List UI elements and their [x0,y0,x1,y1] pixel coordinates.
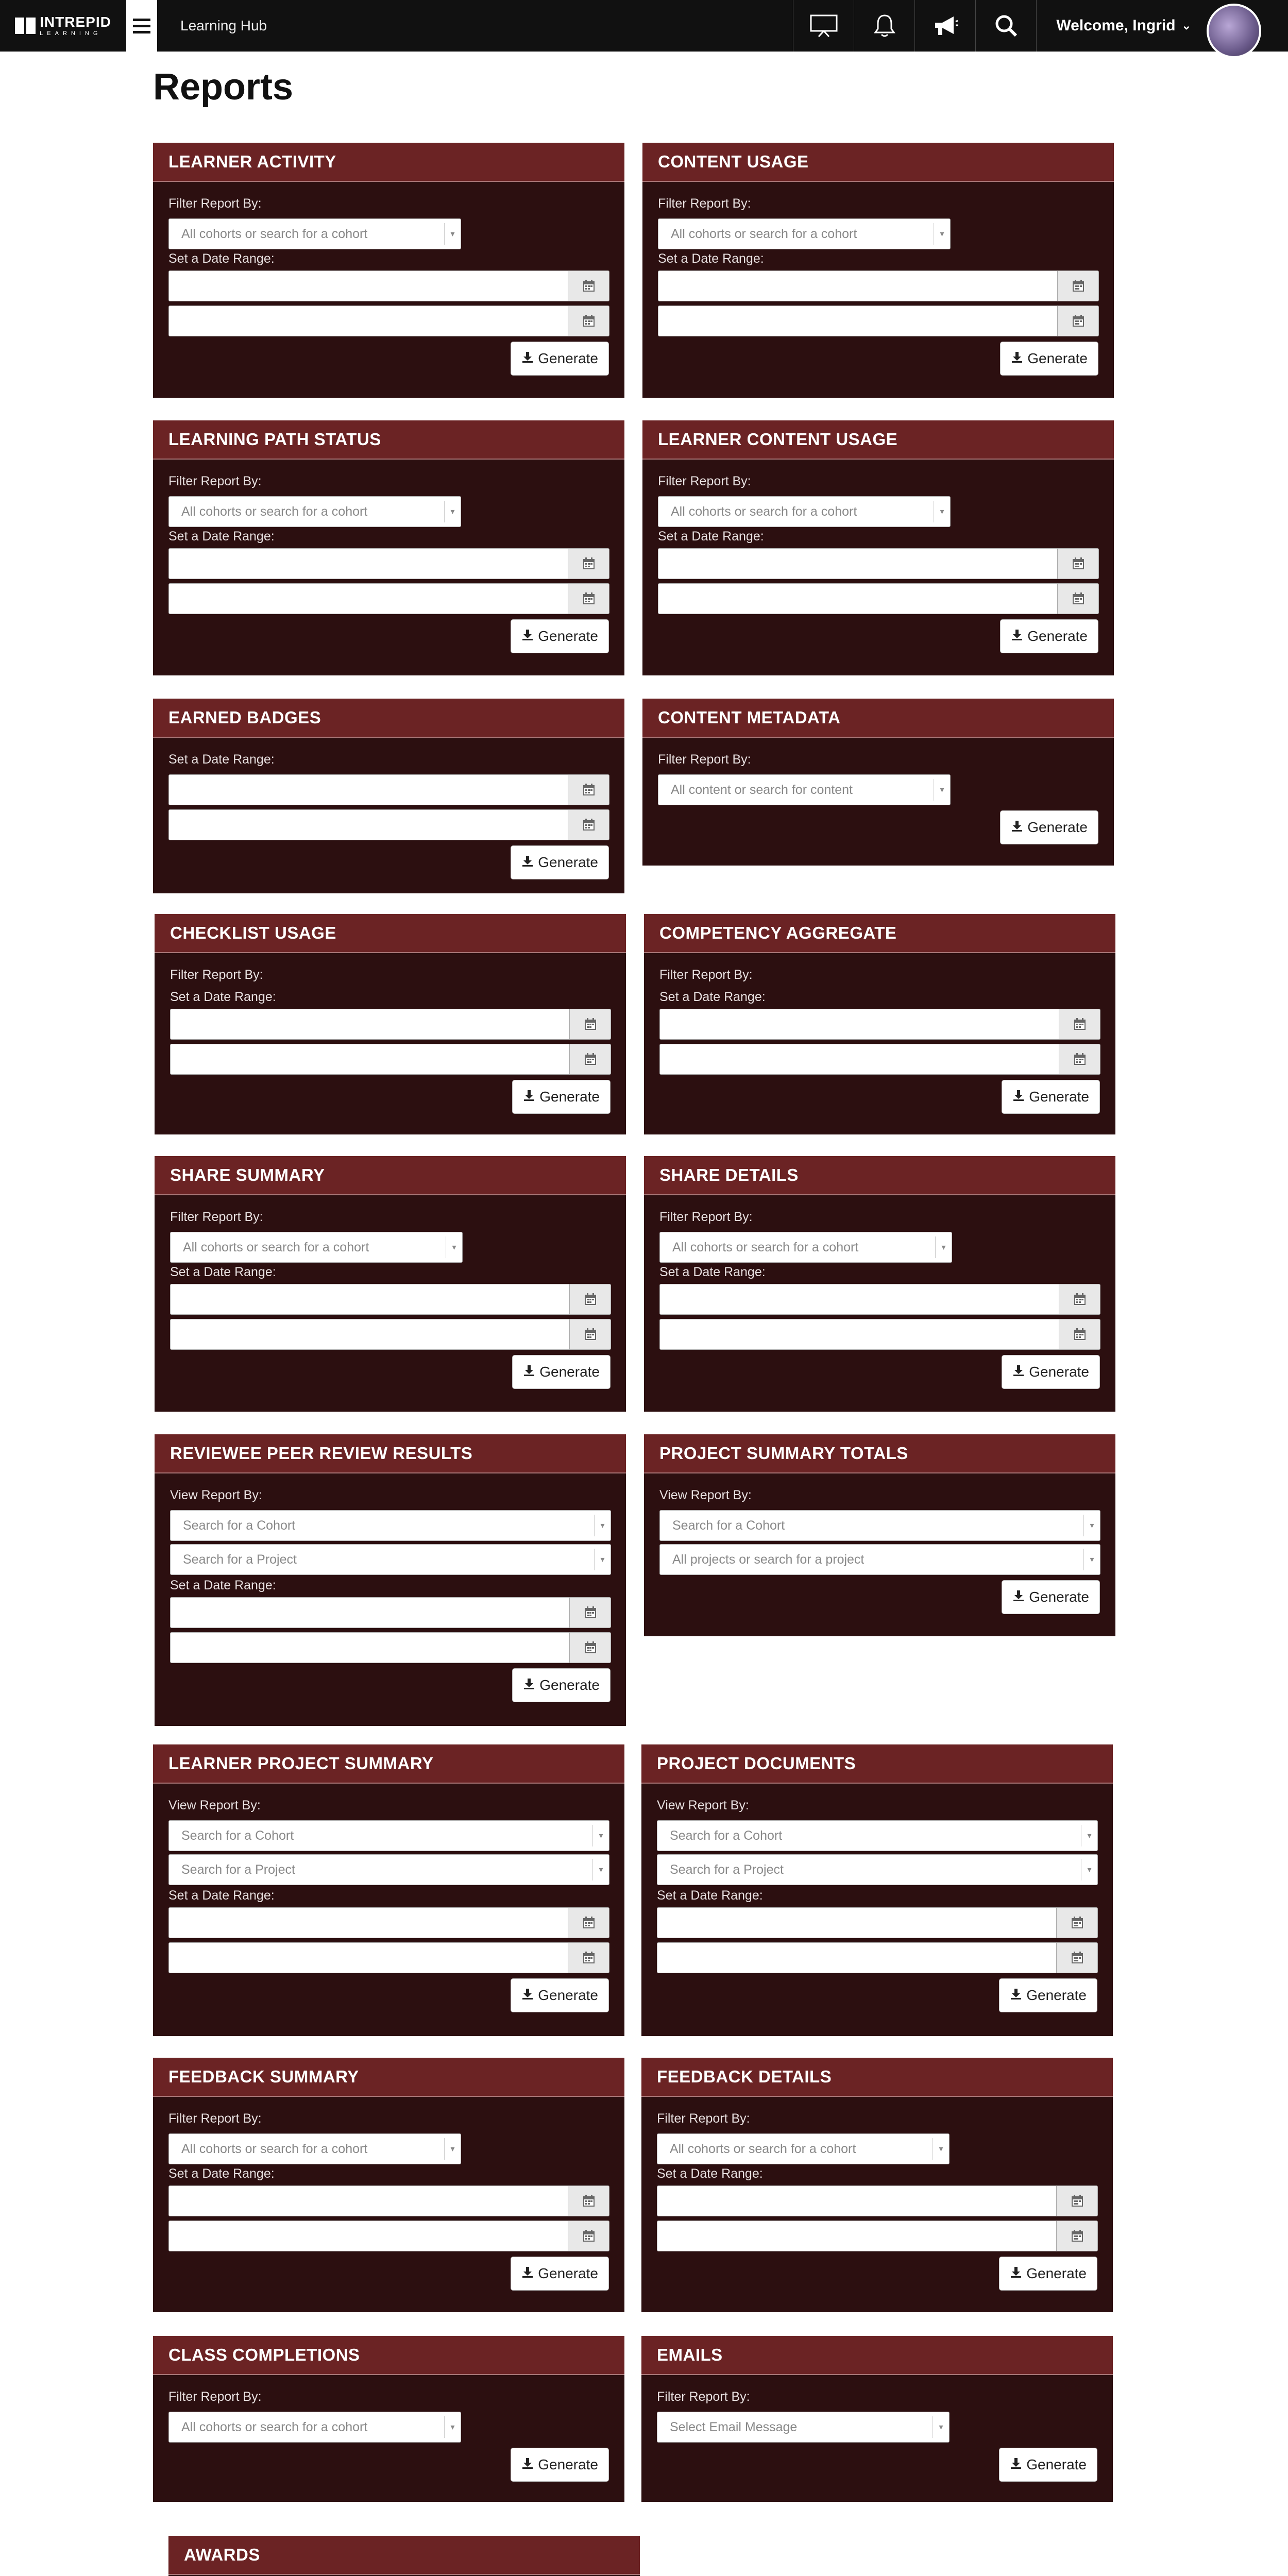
caret-down-icon: ▾ [1083,1549,1100,1570]
end-date-input[interactable] [168,583,568,614]
report-card-learner-activity [153,143,624,398]
end-date-picker [170,1044,611,1075]
filter-label: Filter Report By: [659,968,753,982]
view-label: View Report By: [170,1488,262,1502]
download-icon [521,2456,534,2473]
generate-label: Generate [538,1987,598,2003]
report-card-competency-aggregate [644,914,1115,1134]
report-card-body [153,1784,624,2030]
report-card-body [642,738,1114,862]
report-card-body [153,460,624,671]
generate-button[interactable] [999,2448,1097,2482]
caret-down-icon: ▾ [594,1515,611,1536]
calendar-icon[interactable] [568,809,609,840]
cohort-select[interactable] [659,1232,952,1263]
date-range-label: Set a Date Range: [659,990,766,1004]
date-range-label: Set a Date Range: [168,752,275,767]
end-date-input[interactable] [168,809,568,840]
search-cohort-select[interactable] [168,1820,609,1851]
end-date-input[interactable] [170,1632,570,1663]
end-date-input[interactable] [658,306,1058,336]
filter-label: Filter Report By: [658,196,751,211]
calendar-icon[interactable] [568,548,609,579]
search-cohort-select[interactable] [659,1510,1100,1541]
cohort-select[interactable] [168,496,461,527]
select-placeholder: Search for a Cohort [181,1828,294,1843]
select-placeholder: All projects or search for a project [672,1552,865,1567]
top-navigation-bar [0,0,1288,52]
calendar-icon[interactable] [1058,583,1099,614]
report-card-content-usage [642,143,1114,398]
calendar-icon[interactable] [1057,1942,1098,1973]
download-icon [521,2265,534,2282]
report-card-class-completions [153,2336,624,2502]
select-placeholder: Search for a Project [670,1862,784,1877]
report-card-title: EARNED BADGES [153,699,624,738]
report-card-learning-path-status [153,420,624,675]
start-date-picker [658,270,1099,301]
start-date-picker [168,2185,609,2216]
end-date-input[interactable] [168,306,568,336]
select-placeholder: All cohorts or search for a cohort [181,2141,368,2156]
end-date-picker [168,583,609,614]
welcome-text: Welcome, Ingrid [1056,17,1176,34]
user-menu[interactable] [1036,0,1207,52]
generate-label: Generate [1026,1987,1087,2003]
report-card-title: AWARDS [168,2536,640,2575]
download-icon [1011,628,1023,645]
report-card-share-details [644,1156,1115,1412]
filter-label: Filter Report By: [168,196,262,211]
caret-down-icon: ▾ [592,1859,609,1880]
report-card-title: CONTENT USAGE [642,143,1114,182]
generate-label: Generate [1027,350,1088,366]
select-placeholder: Search for a Cohort [670,1828,783,1843]
report-card-share-summary [155,1156,626,1412]
end-date-input[interactable] [659,1044,1059,1075]
calendar-icon[interactable] [570,1009,611,1040]
report-card-title: LEARNER ACTIVITY [153,143,624,182]
start-date-picker [168,270,609,301]
download-icon [521,350,534,367]
generate-button[interactable] [1002,1355,1100,1389]
generate-button[interactable] [511,2448,609,2482]
start-date-picker [657,2185,1098,2216]
select-placeholder: Select Email Message [670,2419,798,2434]
download-icon [1012,1089,1025,1105]
start-date-picker [168,1907,609,1938]
calendar-icon[interactable] [568,1907,609,1938]
report-card-body [641,1784,1113,2030]
start-date-picker [170,1284,611,1315]
page-title: Reports [153,66,294,108]
end-date-picker [659,1319,1100,1350]
report-card-title: EMAILS [641,2336,1113,2375]
end-date-input[interactable] [170,1044,570,1075]
report-card-checklist-usage [155,914,626,1134]
end-date-input[interactable] [657,1942,1057,1973]
end-date-input[interactable] [168,1942,568,1973]
calendar-icon[interactable] [1059,1009,1100,1040]
select-placeholder: All cohorts or search for a cohort [181,226,368,241]
start-date-input[interactable] [659,1284,1059,1315]
generate-button[interactable] [511,342,609,376]
download-icon [523,1677,535,1693]
avatar[interactable] [1207,4,1261,58]
calendar-icon[interactable] [1058,548,1099,579]
start-date-picker [659,1009,1100,1040]
download-icon [1012,1364,1025,1380]
generate-label: Generate [539,1089,600,1105]
caret-down-icon: ▾ [594,1549,611,1570]
end-date-picker [170,1632,611,1663]
search-project-select[interactable] [168,1854,609,1885]
end-date-picker [168,306,609,336]
caret-down-icon: ▾ [444,2138,461,2160]
report-card-body [642,460,1114,671]
report-card-body [155,953,626,1131]
report-card-content-metadata [642,699,1114,866]
report-card-feedback-summary [153,2058,624,2312]
hamburger-menu-icon[interactable] [126,0,157,52]
end-date-input[interactable] [659,1319,1059,1350]
start-date-input[interactable] [659,1009,1059,1040]
report-card-project-documents [641,1744,1113,2036]
start-date-input[interactable] [168,2185,568,2216]
calendar-icon[interactable] [1057,1907,1098,1938]
end-date-picker [657,1942,1098,1973]
cohort-select[interactable] [658,218,951,249]
email-select[interactable] [657,2412,950,2443]
start-date-picker [170,1597,611,1628]
report-card-title: PROJECT DOCUMENTS [641,1744,1113,1784]
report-card-awards [168,2536,640,2576]
end-date-picker [658,583,1099,614]
calendar-icon[interactable] [1059,1284,1100,1315]
report-card-body [153,2097,624,2308]
filter-label: Filter Report By: [168,2111,262,2126]
view-label: View Report By: [659,1488,752,1502]
end-date-picker [657,2221,1098,2251]
end-date-input[interactable] [657,2221,1057,2251]
caret-down-icon: ▾ [933,2416,949,2438]
date-range-label: Set a Date Range: [168,1888,275,1903]
date-range-label: Set a Date Range: [170,1265,276,1279]
caret-down-icon: ▾ [1081,1825,1097,1846]
date-range-label: Set a Date Range: [168,251,275,266]
search-icon[interactable] [975,0,1036,52]
start-date-picker [659,1284,1100,1315]
end-date-input[interactable] [168,2221,568,2251]
generate-button[interactable] [999,2257,1097,2291]
report-card-body [644,953,1115,1131]
generate-button[interactable] [1002,1580,1100,1614]
report-card-body [641,2375,1113,2499]
view-label: View Report By: [168,1798,261,1812]
generate-label: Generate [538,854,598,870]
download-icon [521,628,534,645]
report-card-title: CHECKLIST USAGE [155,914,626,953]
select-placeholder: All cohorts or search for a cohort [670,2141,856,2156]
calendar-icon[interactable] [570,1284,611,1315]
chevron-down-icon: ⌄ [1181,19,1191,32]
download-icon [523,1364,535,1380]
calendar-icon[interactable] [568,1942,609,1973]
caret-down-icon: ▾ [933,2138,949,2160]
caret-down-icon: ▾ [934,779,950,801]
report-card-body [153,2375,624,2499]
start-date-input[interactable] [170,1284,570,1315]
report-card-body [153,182,624,393]
generate-button[interactable] [1000,619,1098,653]
search-cohort-select[interactable] [170,1510,611,1541]
calendar-icon[interactable] [568,2185,609,2216]
view-label: View Report By: [657,1798,749,1812]
search-cohort-select[interactable] [657,1820,1098,1851]
report-card-body [153,738,624,897]
end-date-picker [168,809,609,840]
generate-button[interactable] [512,1080,611,1114]
select-placeholder: Search for a Project [183,1552,297,1567]
end-date-picker [168,1942,609,1973]
date-range-label: Set a Date Range: [170,1578,276,1592]
generate-label: Generate [538,350,598,366]
start-date-input[interactable] [168,774,568,805]
report-card-emails [641,2336,1113,2502]
cohort-select[interactable] [168,2133,461,2164]
calendar-icon[interactable] [1057,2185,1098,2216]
generate-label: Generate [1027,819,1088,835]
cohort-select[interactable] [658,496,951,527]
generate-label: Generate [1026,2265,1087,2281]
generate-button[interactable] [511,2257,609,2291]
download-icon [1010,2265,1022,2282]
calendar-icon[interactable] [570,1319,611,1350]
generate-label: Generate [538,2265,598,2281]
filter-label: Filter Report By: [659,1210,753,1224]
calendar-icon[interactable] [568,583,609,614]
select-placeholder: All content or search for content [671,782,853,797]
generate-button[interactable] [1002,1080,1100,1114]
generate-button[interactable] [512,1668,611,1702]
filter-label: Filter Report By: [168,2389,262,2404]
start-date-picker [168,548,609,579]
generate-button[interactable] [512,1355,611,1389]
logo-title: INTREPID [40,14,111,30]
generate-label: Generate [539,1364,600,1380]
filter-label: Filter Report By: [170,1210,263,1224]
calendar-icon[interactable] [1058,270,1099,301]
download-icon [1011,350,1023,367]
calendar-icon[interactable] [568,270,609,301]
date-range-label: Set a Date Range: [659,1265,766,1279]
report-card-title: SHARE SUMMARY [155,1156,626,1195]
filter-label: Filter Report By: [658,752,751,767]
caret-down-icon: ▾ [444,501,461,522]
report-card-learner-content-usage [642,420,1114,675]
generate-label: Generate [1029,1089,1089,1105]
generate-button[interactable] [511,1978,609,2012]
report-card-title: REVIEWEE PEER REVIEW RESULTS [155,1434,626,1473]
start-date-picker [168,774,609,805]
generate-label: Generate [539,1677,600,1693]
calendar-icon[interactable] [1059,1044,1100,1075]
end-date-picker [168,2221,609,2251]
start-date-input[interactable] [170,1009,570,1040]
caret-down-icon: ▾ [934,223,950,245]
cohort-select[interactable] [657,2133,950,2164]
download-icon [1010,2456,1022,2473]
report-card-title: SHARE DETAILS [644,1156,1115,1195]
caret-down-icon: ▾ [934,501,950,522]
select-placeholder: All cohorts or search for a cohort [671,504,857,519]
start-date-input[interactable] [168,270,568,301]
start-date-input[interactable] [168,548,568,579]
calendar-icon[interactable] [1057,2221,1098,2251]
report-card-title: CLASS COMPLETIONS [153,2336,624,2375]
bell-icon[interactable] [854,0,914,52]
filter-label: Filter Report By: [657,2389,750,2404]
report-card-title: CONTENT METADATA [642,699,1114,738]
report-card-title: PROJECT SUMMARY TOTALS [644,1434,1115,1473]
search-project-select[interactable] [657,1854,1098,1885]
select-placeholder: Search for a Cohort [183,1518,296,1533]
caret-down-icon: ▾ [1081,1859,1097,1880]
calendar-icon[interactable] [568,2221,609,2251]
generate-label: Generate [1029,1364,1089,1380]
filter-label: Filter Report By: [658,474,751,488]
date-range-label: Set a Date Range: [657,2166,763,2181]
caret-down-icon: ▾ [444,2416,461,2438]
megaphone-icon[interactable] [914,0,975,52]
date-range-label: Set a Date Range: [658,529,764,544]
filter-label: Filter Report By: [168,474,262,488]
report-card-title: LEARNER CONTENT USAGE [642,420,1114,460]
report-card-title: COMPETENCY AGGREGATE [644,914,1115,953]
report-card-body [155,1195,626,1406]
select-placeholder: Search for a Project [181,1862,295,1877]
start-date-input[interactable] [170,1597,570,1628]
report-card-title: LEARNING PATH STATUS [153,420,624,460]
select-placeholder: All cohorts or search for a cohort [181,2419,368,2434]
filter-label: Filter Report By: [657,2111,750,2126]
report-card-reviewee-peer-review [155,1434,626,1726]
report-card-learner-project-summary [153,1744,624,2036]
generate-label: Generate [538,2456,598,2472]
select-placeholder: All cohorts or search for a cohort [181,504,368,519]
report-card-feedback-details [641,2058,1113,2312]
report-card-title: FEEDBACK SUMMARY [153,2058,624,2097]
cohort-select[interactable] [168,2412,461,2443]
start-date-picker [170,1009,611,1040]
calendar-icon[interactable] [568,306,609,336]
select-placeholder: All cohorts or search for a cohort [672,1240,859,1255]
generate-label: Generate [1026,2456,1087,2472]
caret-down-icon: ▾ [935,1236,952,1258]
date-range-label: Set a Date Range: [658,251,764,266]
cohort-select[interactable] [170,1232,463,1263]
generate-button[interactable] [1000,342,1098,376]
generate-button[interactable] [999,1978,1097,2012]
report-card-title: LEARNER PROJECT SUMMARY [153,1744,624,1784]
date-range-label: Set a Date Range: [170,990,276,1004]
download-icon [1012,1589,1025,1605]
report-card-title: FEEDBACK DETAILS [641,2058,1113,2097]
cohort-select[interactable] [168,218,461,249]
generate-label: Generate [1029,1589,1089,1605]
calendar-icon[interactable] [1058,306,1099,336]
generate-button[interactable] [1000,810,1098,844]
calendar-icon[interactable] [570,1044,611,1075]
date-range-label: Set a Date Range: [168,529,275,544]
calendar-icon[interactable] [570,1632,611,1663]
date-range-label: Set a Date Range: [168,2166,275,2181]
generate-label: Generate [1027,628,1088,644]
end-date-picker [658,306,1099,336]
select-placeholder: Search for a Cohort [672,1518,785,1533]
select-placeholder: All cohorts or search for a cohort [183,1240,369,1255]
start-date-input[interactable] [657,1907,1057,1938]
report-card-body [641,2097,1113,2308]
calendar-icon[interactable] [568,774,609,805]
report-card-body [644,1473,1115,1632]
all-projects-select[interactable] [659,1544,1100,1575]
logo-book-icon [15,18,36,34]
end-date-picker [659,1044,1100,1075]
report-card-project-summary-totals [644,1434,1115,1636]
search-project-select[interactable] [170,1544,611,1575]
download-icon [521,854,534,871]
select-placeholder: All cohorts or search for a cohort [671,226,857,241]
presentation-icon[interactable] [793,0,854,52]
calendar-icon[interactable] [1059,1319,1100,1350]
end-date-input[interactable] [170,1319,570,1350]
download-icon [1011,819,1023,836]
end-date-input[interactable] [658,583,1058,614]
download-icon [521,1987,534,2004]
report-card-body [644,1195,1115,1406]
download-icon [1010,1987,1022,2004]
report-card-earned-badges [153,699,624,893]
caret-down-icon: ▾ [444,223,461,245]
report-card-body [642,182,1114,393]
start-date-input[interactable] [657,2185,1057,2216]
content-select[interactable] [658,774,951,805]
generate-label: Generate [538,628,598,644]
learning-hub-label[interactable]: Learning Hub [180,18,267,33]
logo-subtitle: LEARNING [40,30,102,37]
end-date-picker [170,1319,611,1350]
caret-down-icon: ▾ [1083,1515,1100,1536]
filter-label: Filter Report By: [170,968,263,982]
start-date-picker [658,548,1099,579]
caret-down-icon: ▾ [592,1825,609,1846]
intrepid-logo[interactable] [0,0,126,52]
report-card-body [155,1473,626,1720]
start-date-picker [657,1907,1098,1938]
generate-button[interactable] [511,845,609,879]
date-range-label: Set a Date Range: [657,1888,763,1903]
calendar-icon[interactable] [570,1597,611,1628]
start-date-input[interactable] [168,1907,568,1938]
caret-down-icon: ▾ [446,1236,462,1258]
generate-button[interactable] [511,619,609,653]
download-icon [523,1089,535,1105]
start-date-input[interactable] [658,270,1058,301]
start-date-input[interactable] [658,548,1058,579]
